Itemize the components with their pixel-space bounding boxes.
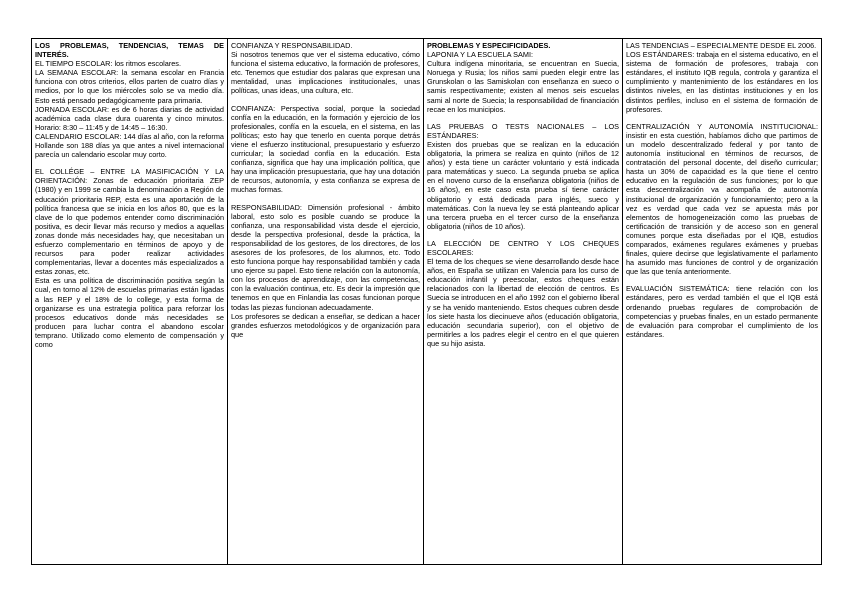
paragraph-gap bbox=[35, 159, 224, 167]
paragraph: Los profesores se dedican a enseñar, se dedican a hacer grandes esfuerzos metodológicos y de organización para que bbox=[231, 311, 420, 339]
paragraph: EVALUACIÓN SISTEMÁTICA: tiene relación con los estándares, pero es verdad también el que el IQB está ordenando pruebas regulares de comprobación de competencias y pruebas finales, en un estado permanente de evaluación para comprobar el cumplimiento de los estándares. bbox=[626, 284, 818, 339]
paragraph: El tema de los cheques se viene desarrollando desde hace años, en España se utilizan en Valencia para los curso de educación infantil y preescolar, estos cheques están relacionados con la libertad de elección de centros. Es Suecia se introducen en el año 1992 con el gobierno liberal y se ha venido manteniendo. Estos cheques cubren desde los siete hasta los diecinueve años (educación obligatoria, educación secundaria superior), con el objetivo de permitirles a los padres elegir el centro en el que quieren que su hijo asista. bbox=[427, 257, 619, 348]
paragraph: Esta es una política de discriminación positiva según la cual, en torno al 12% de escuelas primarias están ligadas a las REP y el 18% de lo college, y esta forma de organizarse es una estrategia política para reforzar los procesos educativos donde más necesidades se producen para luchar contra el abandono escolar temprano. Utilizado como elemento de compensación y como bbox=[35, 276, 224, 349]
paragraph-gap bbox=[231, 195, 420, 203]
column-4-text bbox=[626, 41, 818, 339]
paragraph: LA SEMANA ESCOLAR: la semana escolar en Francia funciona con otros criterios, ellos parten de cuatro días y medios, por lo que los miércoles solo se va medio día. Esto está pensado pedagógicamente para primaria. bbox=[35, 68, 224, 105]
paragraph: LA ELECCIÓN DE CENTRO Y LOS CHEQUES ESCOLARES: bbox=[427, 238, 619, 257]
paragraph: LAS TENDENCIAS – ESPECIALMENTE DESDE EL 2006. bbox=[626, 41, 817, 50]
paragraph: EL COLLÉGE – ENTRE LA MASIFICACIÓN Y LA ORIENTACIÓN: Zonas de educación prioritaria ZEP (1980) y en 1999 se cambia la denominación a Región de educación prioritaria REP, esta es una aportación de la política francesa que se inicia en los años 80, que es la clave de lo que podemos entender como discriminación positiva, es decir llevar más recurso y medios a aquellas zonas donde más necesidades hay, que necesitaban un esfuerzo complementario en términos de apoyo y de recursos para poder realizar actividades complementarias, llevar a docentes más especializados a estas zonas, etc. bbox=[35, 167, 224, 277]
paragraph: CALENDARIO ESCOLAR: 144 días al año, con la reforma Hollande son 188 días ya que antes a nivel internacional parecía un calendario escolar muy corto. bbox=[35, 131, 224, 160]
section-heading: PROBLEMAS Y ESPECIFICIDADES. bbox=[427, 41, 551, 50]
paragraph: LAS PRUEBAS O TESTS NACIONALES – LOS ESTÁNDARES: bbox=[427, 121, 619, 140]
column-1-text bbox=[35, 41, 224, 349]
paragraph: CENTRALIZACIÓN Y AUTONOMÍA INSTITUCIONAL: insistir en esta cuestión, habíamos dicho que partimos de un modelo descentralizado federal y por tanto de autonomía institucional en términos de recursos, de contratación del personal docente, del diseño curricular; hasta un 30% de capacidad es la que tiene el centro educativo en la regulación de sus funciones; por lo que esta descentralización va acompaña de autonomía institucional de organización y funcionamiento; pero a la vez es verdad que cada vez se apuesta más por elementos de homogeneización como las pruebas de certificación de transición y de acceso son en general comunes porque esta diseñadas por el IQB, estudios comparados, exámenes regulares exámenes y pruebas finales, quiere decirse que legislativamente el parlamento ha asumido mas funciones de control y de organización que las que tenía anteriormente. bbox=[626, 121, 818, 277]
paragraph-gap bbox=[626, 114, 818, 122]
column-1-cell bbox=[32, 39, 228, 565]
paragraph: EL TIEMPO ESCOLAR: los ritmos escolares. bbox=[35, 59, 181, 69]
column-3-cell bbox=[424, 39, 623, 565]
section-heading: LOS PROBLEMAS, TENDENCIAS, TEMAS DE INTERÉS. bbox=[35, 41, 224, 60]
column-3-text bbox=[427, 41, 619, 348]
paragraph-gap bbox=[427, 114, 619, 122]
paragraph: RESPONSABILIDAD: Dimensión profesional - ámbito laboral, esto solo es posible cuando se produce la confianza, una responsabilidad vista desde el ejercicio, desde la perspectiva profesional, desde la práctica, la responsabilidad de los gestores, de los directores, de los asesores de los profesores, de los alumnos, etc. Todo esto funciona porque hay responsabilidad también y cada uno ejerce su papel. Esto tiene relación con la autonomía, con los procesos de aprendizaje, con las competencias, con la evaluación continua, etc. Es decir la impresión que tenemos en que en Finlandia las cosas funcionan porque todas las piezas funcionan adecuadamente. bbox=[231, 202, 420, 312]
paragraph: Existen dos pruebas que se realizan en la educación obligatoria, la primera se realiza en quinto (niños de 12 años) y esta tiene un carácter voluntario y está indicada para matemáticas y sueco. La segunda prueba se aplica en el noveno curso de la enseñanza obligatoria (niños de 16 años), en este caso esta prueba sí tiene carácter obligatorio y está dedicada para inglés, sueco y matemáticas. Con la nueva ley se está planteando aplicar una tercera prueba en el tercer curso de la enseñanza obligatoria (niños de 10 años). bbox=[427, 139, 619, 231]
paragraph: JORNADA ESCOLAR: es de 6 horas diarias de actividad académica cada clase dura cuarenta y cinco minutos. Horario: 8:30 – 11:45 y de 14:45 – 16:30. bbox=[35, 104, 224, 132]
paragraph-gap bbox=[626, 276, 818, 284]
paragraph-gap bbox=[231, 96, 420, 104]
paragraph-gap bbox=[427, 231, 619, 239]
paragraph: LAPONIA Y LA ESCUELA SAMI: bbox=[427, 50, 533, 60]
table-row bbox=[32, 39, 822, 565]
paragraph: CONFIANZA: Perspectiva social, porque la sociedad confía en la educación, en la formación y ejercicio de los profesionales, confía en la escuela, en el sistema, en las políticas; esto hay que tenerlo en cuenta porque detrás viene el esfuerzo institucional, presupuestario y esfuerzo curricular; la sociedad confía en la educación. Esta confianza, significa que hay una implicación política, que hay una implicación presupuestaria, que hay una dotación de recursos, autonomía, y esta confianza se expresa de muchas formas. bbox=[231, 103, 420, 195]
column-2-text bbox=[231, 41, 420, 339]
column-4-cell bbox=[623, 39, 822, 565]
notes-table bbox=[31, 38, 822, 565]
column-2-cell bbox=[228, 39, 424, 565]
paragraph: Cultura indígena minoritaria, se encuentran en Suecia, Noruega y Rusia; los niños sami pueden elegir entre las Grunskolan o las Samiskolan con enseñanza en sueco o samis respectivamente; existen al menos seis escuelas sami al norte de Suecia; la responsabilidad de financiación recae en los municipios. bbox=[427, 59, 619, 114]
paragraph: LOS ESTÁNDARES: trabaja en el sistema educativo, en el sistema de formación de profesores, trabaja con estándares, el instituto IQB regula, controla y garantiza el cumplimiento y mantenimiento de los estándares en los distintos niveles, en las distintas instituciones y en los distintos perfiles, incluso en el sistema de formación de profesores. bbox=[626, 50, 818, 114]
paragraph: Si nosotros tenemos que ver el sistema educativo, cómo funciona el sistema educativo, la formación de profesores, etc. Tenemos que estudiar dos palaras que expresan una mentalidad, unas implicaciones institucionales, unas políticas, unas ideas, una cultura, etc. bbox=[231, 50, 420, 96]
paragraph: CONFIANZA Y RESPONSABILIDAD. bbox=[231, 41, 353, 50]
